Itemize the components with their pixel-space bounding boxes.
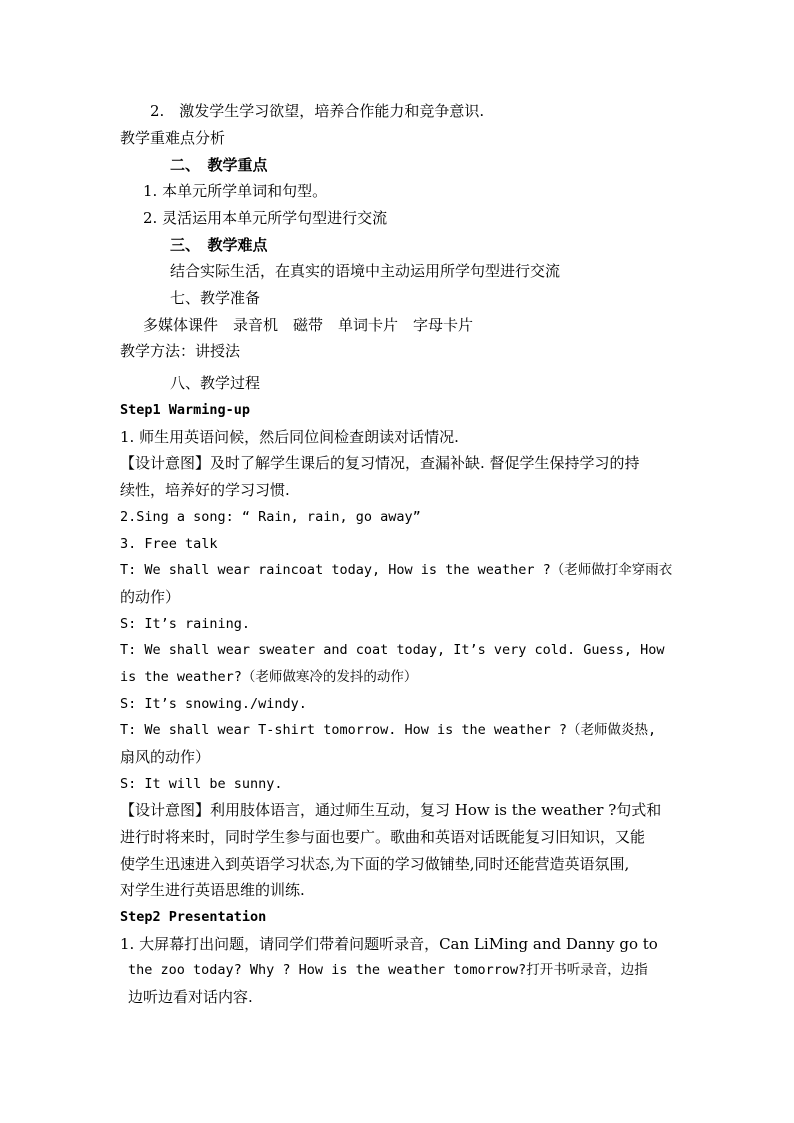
dialogue-line: T: We shall wear raincoat today, How is the weather ?（老师做打伞穿雨衣: [120, 562, 673, 578]
heading-process: 八、教学过程: [170, 374, 261, 392]
design-intent-2-cont: 进行时将来时，同时学生参与面也要广。歌曲和英语对话既能复习旧知识，又能: [120, 828, 646, 846]
preparation-list: 多媒体课件 录音机 磁带 单词卡片 字母卡片: [143, 316, 474, 334]
design-intent-2-cont: 对学生进行英语思维的训练.: [120, 881, 305, 899]
dialogue-line-cont: is the weather?（老师做寒冷的发抖的动作）: [120, 669, 418, 685]
step1-item-3: 3. Free talk: [120, 536, 218, 552]
objective-item-2: 2. 激发学生学习欲望，培养合作能力和竞争意识.: [150, 102, 485, 120]
dialogue-line-cont: 的动作）: [120, 588, 181, 606]
step2-heading: Step2 Presentation: [120, 909, 267, 925]
dialogue-line-cont: 扇风的动作）: [120, 748, 211, 766]
dialogue-line: T: We shall wear T-shirt tomorrow. How is the weather ?（老师做炎热,: [120, 722, 657, 738]
heading-preparation: 七、教学准备: [170, 289, 261, 307]
difficulty-text: 结合实际生活，在真实的语境中主动运用所学句型进行交流: [170, 262, 561, 280]
dialogue-line: S: It’s snowing./windy.: [120, 696, 307, 712]
design-intent-1: 【设计意图】及时了解学生课后的复习情况，查漏补缺. 督促学生保持学习的持: [120, 454, 640, 472]
step1-item-1: 1. 师生用英语问候，然后同位间检查朗读对话情况.: [120, 428, 459, 446]
teaching-method: 教学方法：讲授法: [120, 342, 241, 360]
key-point-1: 1. 本单元所学单词和句型。: [143, 182, 328, 200]
heading-analysis: 教学重难点分析: [120, 129, 226, 147]
step1-item-2: 2.Sing a song: “ Rain, rain, go away”: [120, 509, 421, 525]
design-intent-1-cont: 续性，培养好的学习习惯.: [120, 481, 290, 499]
design-intent-2: 【设计意图】利用肢体语言，通过师生互动，复习 How is the weather ?句式和: [120, 801, 662, 819]
step2-item-1-cont: the zoo today? Why ? How is the weather tomorrow?打开书听录音，边指: [128, 962, 648, 978]
step2-item-1-cont: 边听边看对话内容.: [128, 988, 253, 1006]
heading-difficulties: 三、 教学难点: [170, 236, 268, 254]
key-point-2: 2. 灵活运用本单元所学句型进行交流: [143, 209, 388, 227]
dialogue-line: S: It will be sunny.: [120, 776, 283, 792]
dialogue-line: S: It’s raining.: [120, 616, 251, 632]
step1-heading: Step1 Warming-up: [120, 402, 251, 418]
step2-item-1: 1. 大屏幕打出问题，请同学们带着问题听录音，Can LiMing and Danny go to: [120, 935, 658, 953]
dialogue-line: T: We shall wear sweater and coat today, It’s very cold. Guess, How: [120, 642, 665, 658]
design-intent-2-cont: 使学生迅速进入到英语学习状态,为下面的学习做铺垫,同时还能营造英语氛围,: [120, 855, 630, 873]
heading-key-points: 二、 教学重点: [170, 156, 268, 174]
